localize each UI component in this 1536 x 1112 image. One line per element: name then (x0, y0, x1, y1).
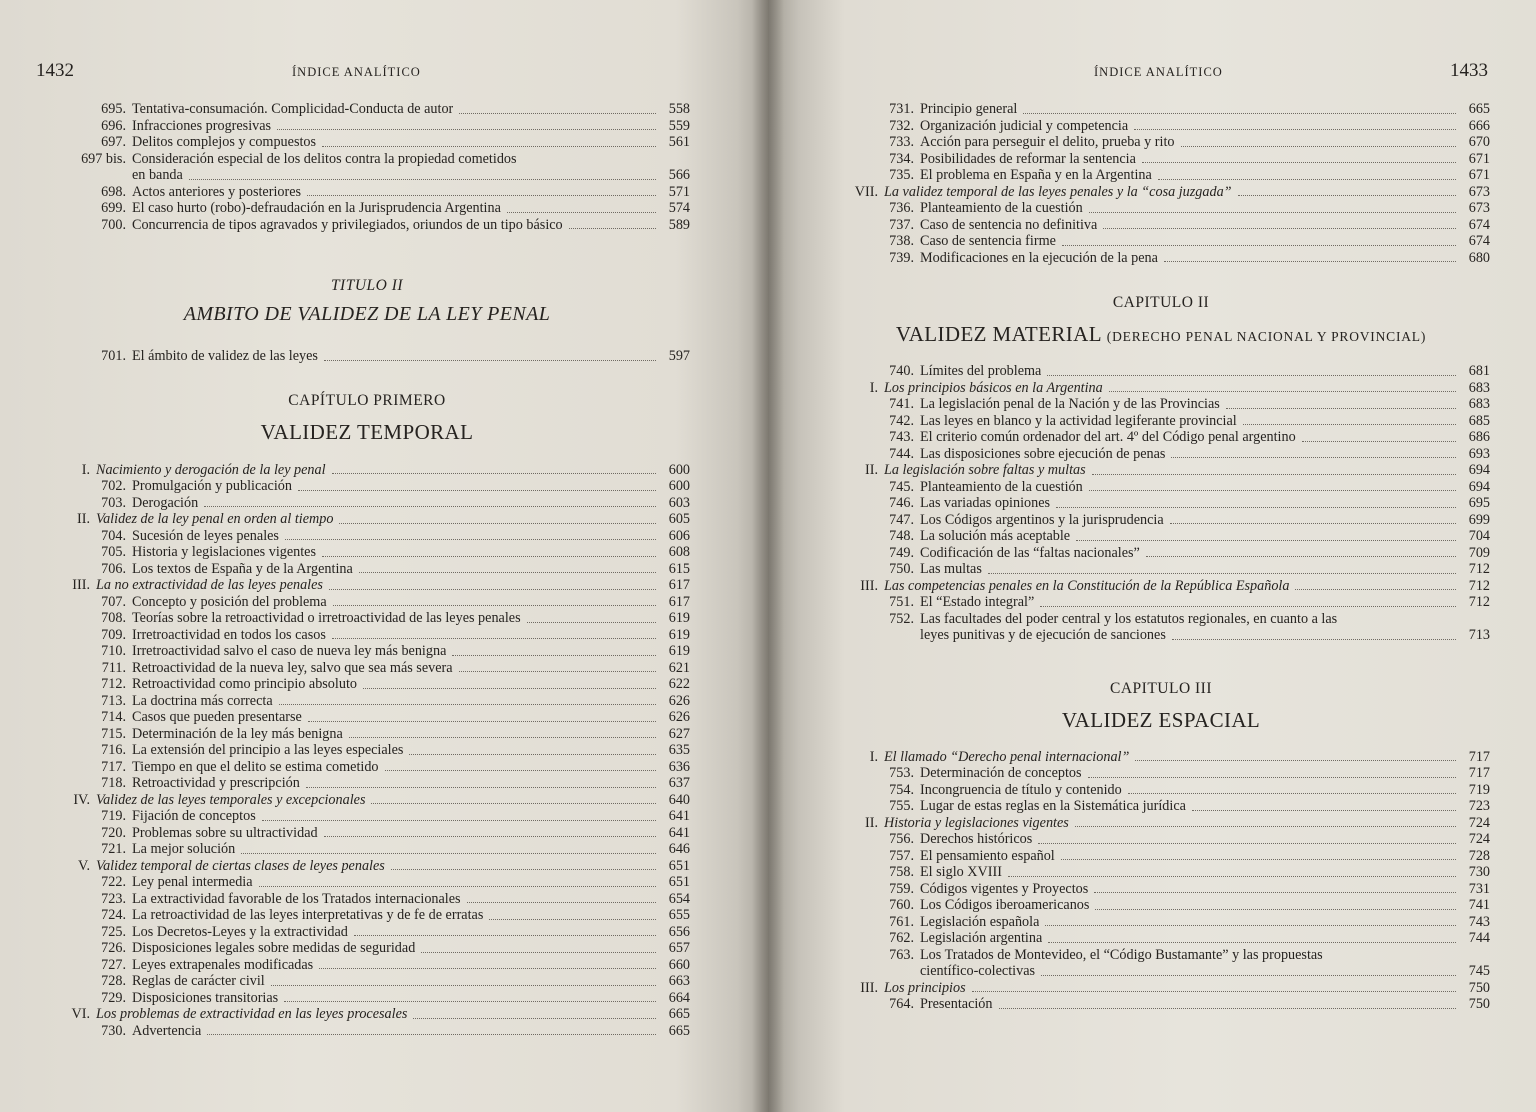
index-entry: 745. Planteamiento de la cuestión 694 (889, 478, 1490, 495)
index-entry: 714. Casos que pueden presentarse 626 (101, 709, 690, 725)
index-entry: 716. La extensión del principio a las leyes especiales 635 (101, 742, 690, 758)
index-entry: 720. Problemas sobre su ultractividad 641 (101, 824, 690, 841)
index-entry: 744. Las disposiciones sobre ejecución de penas 693 (889, 445, 1490, 462)
index-entry: 761. Legislación española 743 (889, 913, 1490, 930)
index-entry: 754. Incongruencia de título y contenido 719 (889, 781, 1490, 798)
section-entry: I. Nacimiento y derogación de la ley penal 600 (81, 461, 690, 478)
index-entry: 757. El pensamiento español 728 (889, 847, 1490, 864)
index-entry: 708. Teorías sobre la retroactividad o irretroactividad de las leyes penales 619 (101, 610, 690, 626)
index-entry: 715. Determinación de la ley más benigna 627 (101, 725, 690, 742)
index-entry: 703. Derogación 603 (101, 494, 690, 511)
capitulo-heading: CAPITULO III (1110, 679, 1212, 697)
running-head: ÍNDICE ANALÍTICO (292, 65, 421, 79)
index-entry: 719. Fijación de conceptos 641 (101, 808, 690, 824)
index-entry: 709. Irretroactividad en todos los casos 619 (101, 626, 690, 643)
section-entry: I. Los principios básicos en la Argentina 683 (869, 379, 1490, 396)
index-entry: 696. Infracciones progresivas 559 (101, 117, 690, 134)
capitulo-heading: CAPITULO II (1112, 294, 1210, 311)
index-entry: 718. Retroactividad y prescripción 637 (101, 775, 690, 791)
index-entry: 739. Modificaciones en la ejecución de la pena 680 (889, 249, 1490, 266)
index-entry: 700. Concurrencia de tipos agravados y privilegiados, oriundos de un tipo básico 589 (101, 216, 690, 233)
index-entry: 704. Sucesión de leyes penales 606 (101, 527, 690, 544)
section-entry: III. La no extractividad de las leyes penales 617 (72, 577, 690, 593)
section-entry: I. El llamado “Derecho penal internacional” 717 (869, 748, 1490, 765)
index-entry: 762. Legislación argentina 744 (889, 930, 1490, 946)
index-entry: 722. Ley penal intermedia 651 (101, 874, 690, 890)
section-entry: V. Validez temporal de ciertas clases de leyes penales 651 (78, 857, 690, 874)
index-entry: 712. Retroactividad como principio absoluto 622 (101, 676, 690, 692)
section-entry: IV. Validez de las leyes temporales y excepcionales 640 (73, 791, 690, 808)
index-entry: 764. Presentación 750 (889, 996, 1490, 1012)
section-entry: VI. Los problemas de extractividad en las leyes procesales 665 (71, 1006, 690, 1022)
left-index-content (44, 101, 690, 1039)
index-entry: 727. Leyes extrapenales modificadas 660 (101, 956, 690, 973)
index-entry: 706. Los textos de España y de la Argentina 615 (101, 560, 690, 577)
toc-list (832, 980, 1490, 1013)
capitulo-name: VALIDEZ TEMPORAL (260, 419, 474, 444)
index-entry: 699. El caso hurto (robo)-defraudación en la Jurisprudencia Argentina 574 (101, 200, 690, 216)
right-index-content (832, 101, 1490, 1013)
titulo-name: AMBITO DE VALIDEZ DE LA LEY PENAL (183, 303, 551, 325)
index-entry: 751. El “Estado integral” 712 (889, 594, 1490, 610)
index-entry: 735. El problema en España y en la Argentina 671 (889, 167, 1490, 183)
index-entry: 750. Las multas 712 (889, 561, 1490, 577)
index-entry: 749. Codificación de las “faltas nacionales” 709 (889, 544, 1490, 561)
index-entry: 740. Límites del problema 681 (889, 363, 1490, 379)
page-number: 1433 (1450, 60, 1488, 81)
index-entry: 756. Derechos históricos 724 (889, 831, 1490, 847)
index-entry: 759. Códigos vigentes y Proyectos 731 (889, 880, 1490, 897)
capitulo-name (832, 322, 1490, 347)
index-entry: 743. El criterio común ordenador del art. 4º del Código penal argentino 686 (889, 429, 1490, 445)
index-entry: 742. Las leyes en blanco y la actividad legiferante provincial 685 (889, 412, 1490, 429)
index-entry: 698. Actos anteriores y posteriores 571 (101, 183, 690, 200)
index-entry: 734. Posibilidades de reformar la sentencia 671 (889, 150, 1490, 167)
index-entry: 721. La mejor solución 646 (101, 841, 690, 857)
index-entry: 710. Irretroactividad salvo el caso de nueva ley más benigna 619 (101, 643, 690, 659)
index-entry-continuation: en banda 566 (132, 167, 690, 183)
capitulo-subtitle: (DERECHO PENAL NACIONAL Y PROVINCIAL) (1106, 329, 1427, 344)
index-entry: 733. Acción para perseguir el delito, prueba y rito 670 (889, 134, 1490, 150)
index-entry: 737. Caso de sentencia no definitiva 674 (889, 216, 1490, 233)
index-entry: 723. La extractividad favorable de los Tratados internacionales 654 (101, 890, 690, 907)
index-entry-multiline: 763. Los Tratados de Montevideo, el “Código Bustamante” y las propuestas (889, 946, 1323, 963)
toc-list (832, 749, 1490, 947)
section-entry: II. Validez de la ley penal en orden al tiempo 605 (77, 511, 690, 527)
index-entry: 755. Lugar de estas reglas en la Sistemática jurídica 723 (889, 798, 1490, 814)
index-entry-continuation: leyes punitivas y de ejecución de sanciones 713 (920, 627, 1490, 643)
toc-list (832, 363, 1490, 611)
index-entry: 741. La legislación penal de la Nación y de las Provincias 683 (889, 396, 1490, 412)
toc-list (832, 101, 1490, 266)
titulo-heading: TITULO II (330, 277, 404, 294)
index-entry: 753. Determinación de conceptos 717 (889, 765, 1490, 781)
index-entry: 701. El ámbito de validez de las leyes 597 (101, 348, 690, 364)
capitulo-heading: CAPÍTULO PRIMERO (288, 391, 446, 409)
index-entry-continuation: científico-colectivas 745 (920, 963, 1490, 979)
index-entry: 747. Los Códigos argentinos y la jurisprudencia 699 (889, 511, 1490, 528)
index-entry: 724. La retroactividad de las leyes interpretativas y de fe de erratas 655 (101, 907, 690, 923)
index-entry: 705. Historia y legislaciones vigentes 608 (101, 544, 690, 560)
section-entry: III. Las competencias penales en la Constitución de la República Española 712 (860, 577, 1490, 594)
index-entry: 736. Planteamiento de la cuestión 673 (889, 200, 1490, 216)
index-entry: 731. Principio general 665 (889, 101, 1490, 117)
index-entry: 728. Reglas de carácter civil 663 (101, 973, 690, 989)
section-entry: II. La legislación sobre faltas y multas 694 (865, 462, 1490, 478)
index-entry: 711. Retroactividad de la nueva ley, salvo que sea más severa 621 (101, 659, 690, 676)
capitulo-title: VALIDEZ MATERIAL (895, 322, 1102, 346)
index-entry: 725. Los Decretos-Leyes y la extractividad 656 (101, 923, 690, 940)
section-entry: III. Los principios 750 (860, 979, 1490, 996)
index-entry-multiline: 752. Las facultades del poder central y los estatutos regionales, en cuanto a las (889, 610, 1338, 627)
index-entry: 717. Tiempo en que el delito se estima cometido 636 (101, 758, 690, 775)
index-entry: 730. Advertencia 665 (101, 1022, 690, 1039)
toc-list (44, 462, 690, 1040)
page-number: 1432 (36, 60, 74, 81)
entry-group (44, 101, 690, 151)
capitulo-name: VALIDEZ ESPACIAL (1061, 707, 1261, 732)
index-entry: 697. Delitos complejos y compuestos 561 (101, 134, 690, 150)
section-entry: VII. La validez temporal de las leyes penales y la “cosa juzgada” 673 (854, 183, 1490, 200)
index-entry: 748. La solución más aceptable 704 (889, 528, 1490, 544)
index-entry: 758. El siglo XVIII 730 (889, 864, 1490, 880)
right-page (768, 0, 1536, 1112)
index-entry: 713. La doctrina más correcta 626 (101, 692, 690, 709)
index-entry: 738. Caso de sentencia firme 674 (889, 233, 1490, 249)
book-gutter (752, 0, 784, 1112)
index-entry: 702. Promulgación y publicación 600 (101, 478, 690, 494)
index-entry: 695. Tentativa-consumación. Complicidad-Conducta de autor 558 (101, 101, 690, 117)
index-entry: 746. Las variadas opiniones 695 (889, 495, 1490, 511)
index-entry: 760. Los Códigos iberoamericanos 741 (889, 897, 1490, 913)
running-head: ÍNDICE ANALÍTICO (1094, 65, 1223, 79)
index-entry: 732. Organización judicial y competencia 666 (889, 117, 1490, 134)
index-entry: 707. Concepto y posición del problema 617 (101, 593, 690, 610)
index-entry-multiline: 697 bis. Consideración especial de los delitos contra la propiedad cometidos (81, 150, 517, 167)
index-entry: 726. Disposiciones legales sobre medidas de seguridad 657 (101, 940, 690, 956)
section-entry: II. Historia y legislaciones vigentes 724 (865, 814, 1490, 831)
index-entry: 729. Disposiciones transitorias 664 (101, 989, 690, 1006)
